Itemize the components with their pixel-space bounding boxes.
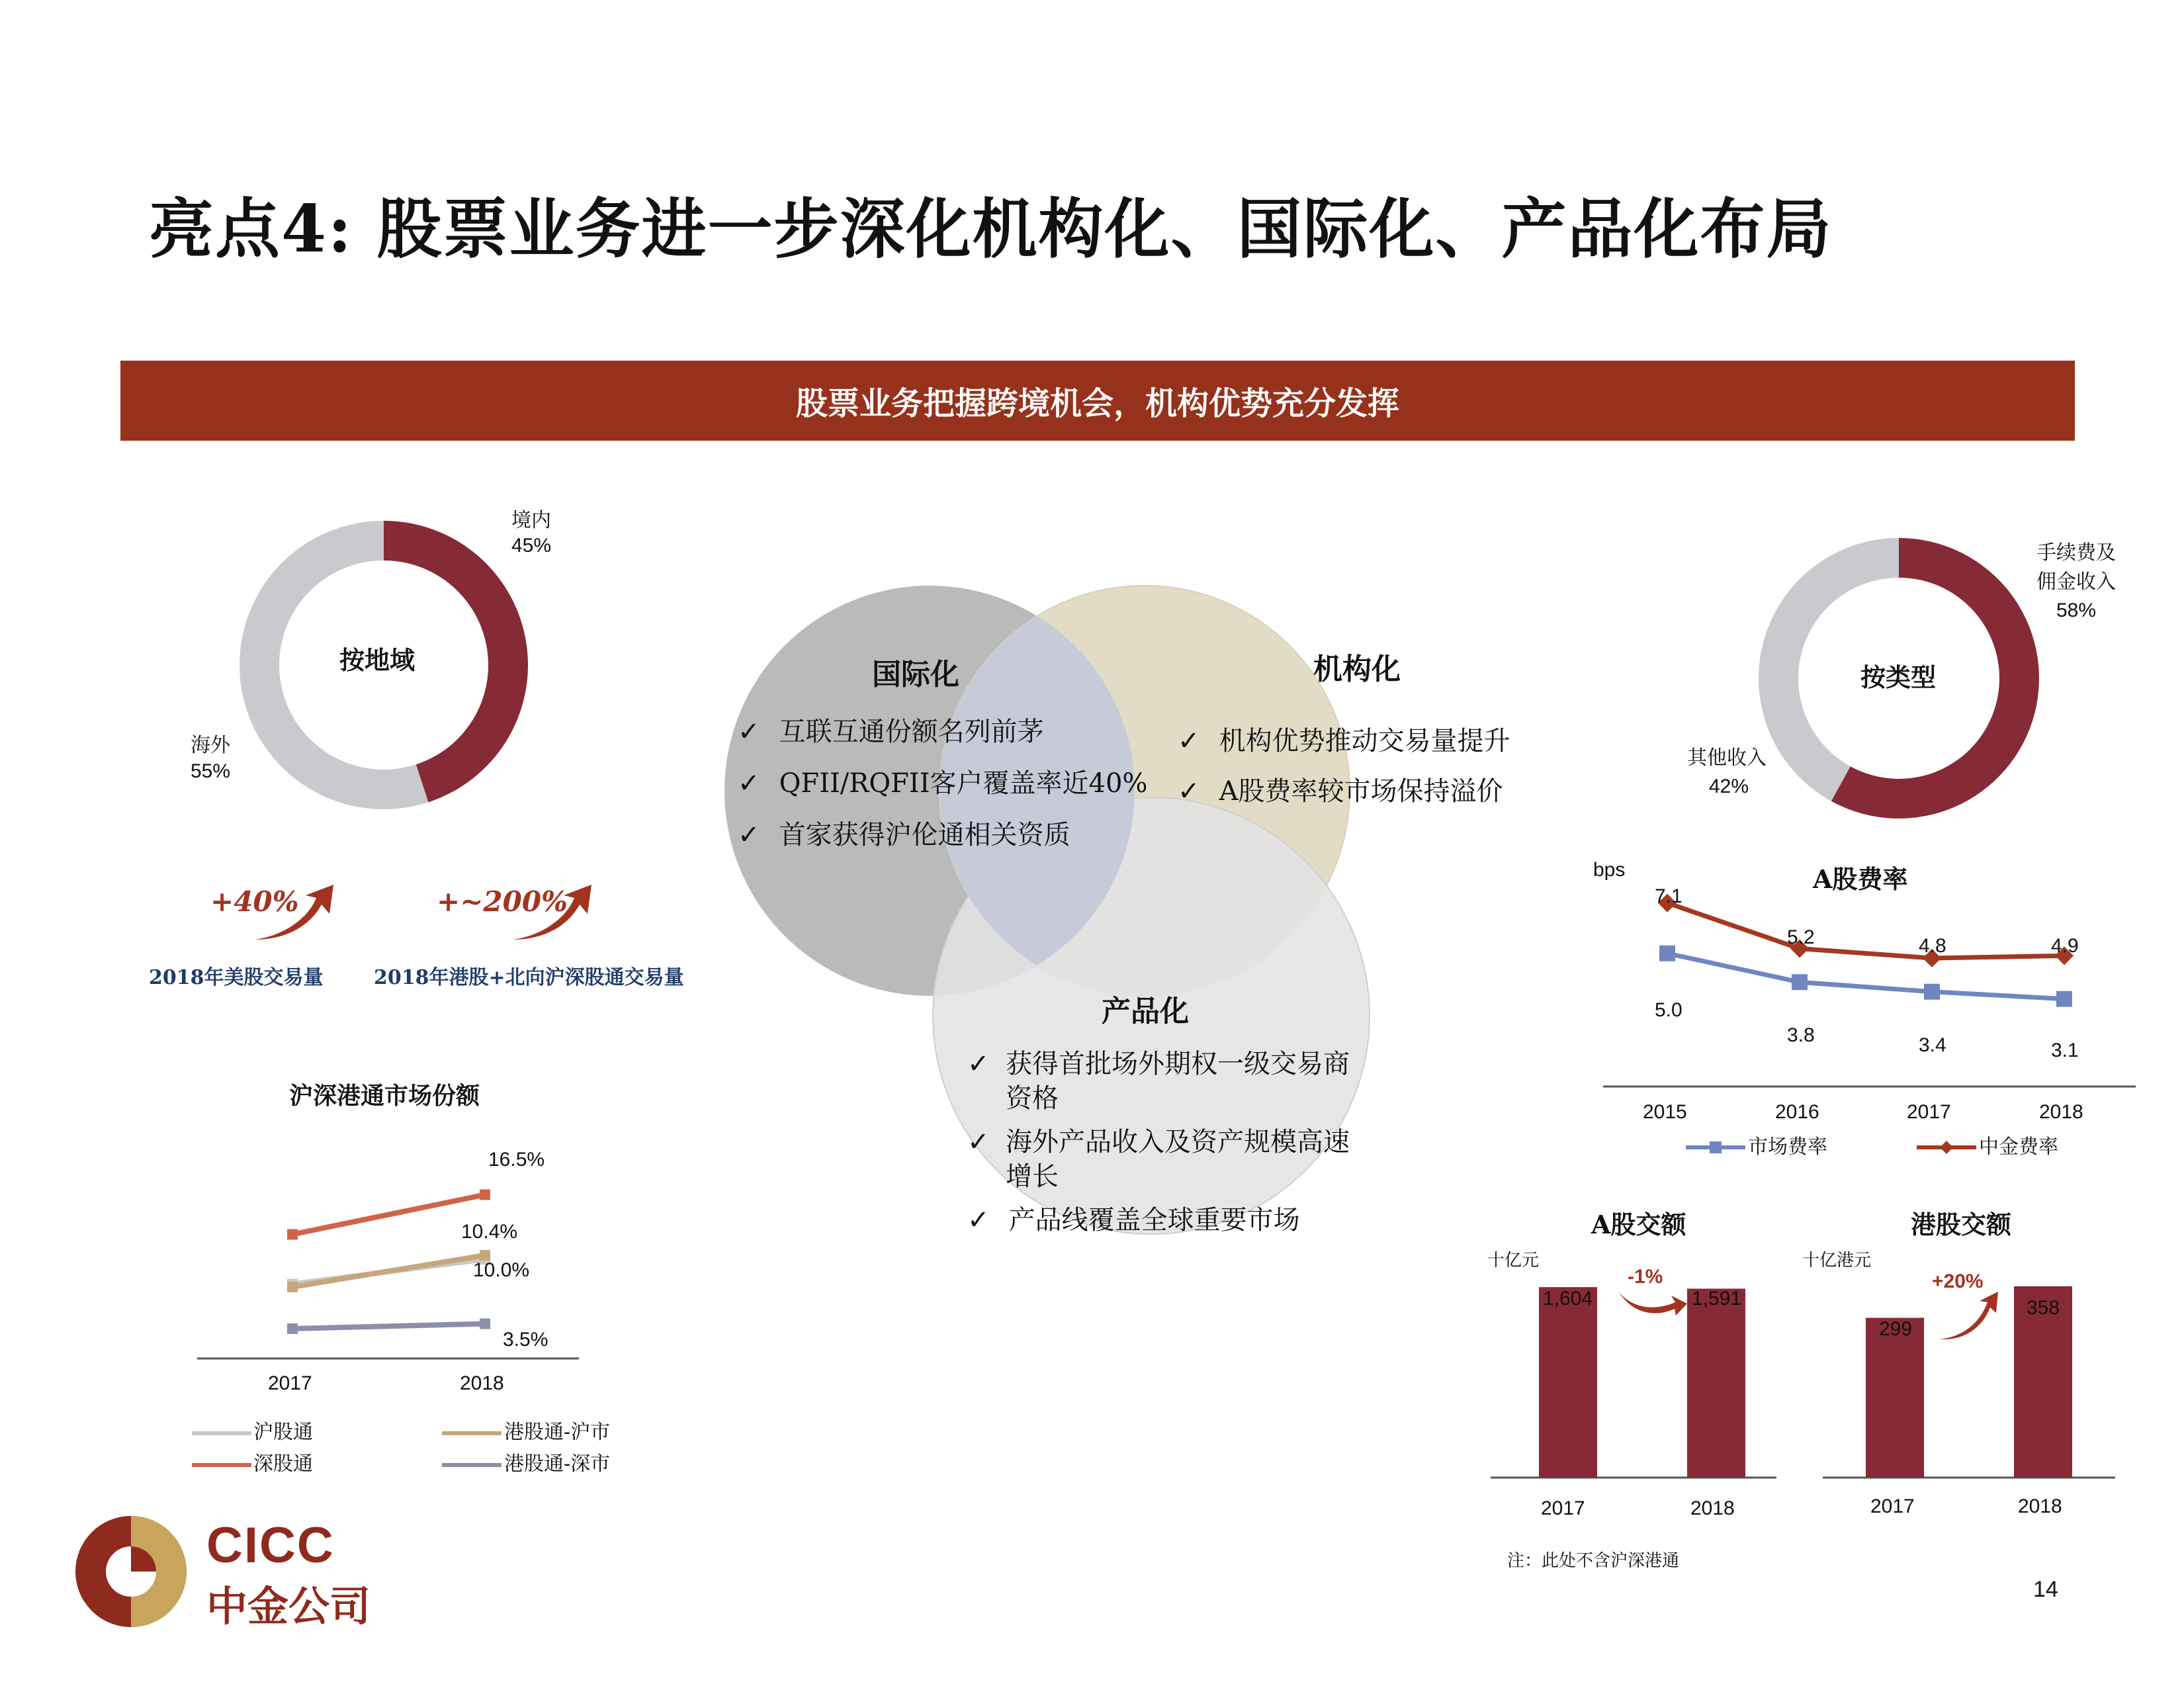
legend-swatch-shanghai (192, 1431, 251, 1435)
us-volume-caption: 2018年美股交易量 (149, 966, 324, 989)
fee-market-2017: 3.4 (1919, 1034, 1946, 1056)
check-icon: ✓ (738, 769, 760, 798)
legend-swatch-hk-sz (442, 1463, 502, 1467)
legend-market: 市场费率 (1748, 1135, 1827, 1159)
a-share-2018-label: 1,591 (1692, 1288, 1742, 1310)
connect-line-3 (292, 1195, 485, 1235)
venn-inst-item-1 (1178, 724, 1510, 758)
hk-title: 港股交额 (1911, 1210, 2012, 1239)
fee-x-2016: 2016 (1775, 1101, 1819, 1123)
venn-prod-item-1 (967, 1047, 1351, 1116)
connect-x-2018: 2018 (460, 1372, 504, 1394)
section-banner (120, 361, 2075, 441)
fee-line-2 (1667, 903, 2064, 958)
cicc-logo-icon (73, 1512, 192, 1631)
connect-line-4 (292, 1324, 485, 1329)
a-share-x-2018: 2018 (1690, 1497, 1735, 1519)
fee-x-2017: 2017 (1907, 1101, 1951, 1123)
fee-cicc-2017: 4.8 (1919, 935, 1946, 957)
check-icon: ✓ (967, 1128, 990, 1157)
connect-x-2017: 2017 (268, 1372, 312, 1394)
a-share-title: A股交额 (1591, 1210, 1686, 1239)
venn-inst-title: 机构化 (1313, 652, 1401, 686)
a-share-2017-label: 1,604 (1543, 1288, 1593, 1310)
check-icon: ✓ (1178, 777, 1200, 806)
venn-intl-item-2-text: QFII/RQFII客户覆盖率近40% (779, 768, 1148, 799)
venn-prod-item-1-text: 获得首批场外期权一级交易商资格 (1006, 1049, 1350, 1114)
region-donut-center-label: 按地域 (339, 645, 415, 675)
legend-swatch-market (1686, 1139, 1745, 1155)
fee-market-2015: 5.0 (1655, 999, 1682, 1021)
fee-point-market-2 (1792, 974, 1808, 990)
hk-volume-caption: 2018年港股+北向沪深股通交易量 (374, 966, 684, 989)
hk-x-2017: 2017 (1870, 1495, 1915, 1517)
hk-bar-1 (1866, 1318, 1924, 1478)
venn-prod-item-3 (967, 1203, 1300, 1237)
legend-hk-sz: 港股通-深市 (504, 1452, 611, 1476)
venn-intl-item-2 (738, 766, 1147, 801)
fee-x-2015: 2015 (1643, 1101, 1687, 1123)
fee-cicc-2018: 4.9 (2051, 935, 2079, 957)
domestic-label: 境内 (511, 509, 551, 532)
venn-prod-title: 产品化 (1102, 995, 1189, 1028)
connect-label-hk-sh: 10.4% (461, 1221, 518, 1243)
venn-prod-item-2-text: 海外产品收入及资产规模高速增长 (1006, 1127, 1350, 1192)
fee-market-2018: 3.1 (2051, 1040, 2079, 1061)
fee-chart-title: A股费率 (1813, 864, 1908, 894)
venn-intl-item-1 (738, 715, 1044, 749)
venn-intl-item-3 (738, 818, 1070, 852)
fee-unit-label: bps (1593, 859, 1626, 881)
hk-x-2018: 2018 (2018, 1495, 2062, 1517)
page-number: 14 (2033, 1577, 2058, 1602)
other-label: 其他收入 (1687, 746, 1767, 770)
connect-point-2-1 (287, 1282, 298, 1292)
logo-text-en: CICC (206, 1517, 335, 1574)
check-icon: ✓ (967, 1206, 990, 1235)
check-icon: ✓ (738, 821, 760, 850)
connect-chart-title: 沪深港通市场份额 (289, 1082, 480, 1110)
us-volume-growth: +40% (210, 885, 299, 918)
other-pct: 42% (1709, 776, 1749, 797)
fee-cicc-2016: 5.2 (1787, 926, 1815, 948)
a-share-bar-2 (1687, 1289, 1745, 1478)
page-title: 亮点4: 股票业务进一步深化机构化、国际化、产品化布局 (149, 191, 1833, 267)
hk-2018-label: 358 (2027, 1297, 2060, 1319)
banner-text: 股票业务把握跨境机会，机构优势充分发挥 (795, 385, 1399, 422)
hk-2017-label: 299 (1879, 1318, 1913, 1340)
footnote: 注：此处不含沪深港通 (1507, 1551, 1680, 1571)
connect-point-4-2 (480, 1319, 490, 1329)
venn-intl-title: 国际化 (872, 658, 959, 691)
fee-rate-chart (1601, 893, 2144, 1112)
legend-shenzhen: 深股通 (253, 1452, 313, 1476)
overseas-label: 海外 (191, 734, 230, 757)
connect-point-4-1 (287, 1323, 298, 1334)
hk-volume-growth: +~200% (437, 885, 568, 918)
a-share-change: -1% (1628, 1266, 1663, 1288)
logo-text-cn: 中金公司 (206, 1584, 371, 1630)
check-icon: ✓ (1178, 727, 1200, 756)
venn-inst-item-2-text: A股费率较市场保持溢价 (1219, 776, 1503, 807)
legend-cicc: 中金费率 (1979, 1135, 2058, 1159)
connect-label-hk-sz: 3.5% (503, 1329, 548, 1351)
a-share-bar-1 (1539, 1287, 1597, 1478)
connect-label-shenzhen: 16.5% (488, 1149, 545, 1171)
hk-change: +20% (1932, 1270, 1984, 1292)
check-icon: ✓ (738, 717, 760, 746)
check-icon: ✓ (967, 1049, 990, 1079)
legend-swatch-shenzhen (192, 1463, 251, 1467)
legend-shanghai: 沪股通 (253, 1421, 313, 1444)
legend-hk-sh: 港股通-沪市 (504, 1421, 611, 1444)
fee-x-2018: 2018 (2039, 1101, 2083, 1123)
a-share-x-2017: 2017 (1541, 1497, 1585, 1519)
fee-point-market-3 (1924, 984, 1940, 1000)
fee-market-2016: 3.8 (1787, 1024, 1815, 1046)
domestic-pct: 45% (511, 535, 552, 556)
fee-point-market-1 (1659, 946, 1675, 961)
fee-line-1 (1667, 954, 2064, 999)
overseas-pct: 55% (191, 760, 231, 782)
hk-unit: 十亿港元 (1802, 1251, 1872, 1270)
connect-share-chart (192, 1138, 602, 1416)
venn-prod-item-2 (967, 1125, 1351, 1194)
connect-line-2 (292, 1255, 485, 1287)
venn-prod-item-3-text: 产品线覆盖全球重要市场 (1008, 1205, 1300, 1235)
fee-point-market-4 (2056, 991, 2072, 1007)
fee-label-line2: 佣金收入 (2036, 570, 2116, 594)
venn-intl-item-1-text: 互联互通份额名列前茅 (779, 717, 1044, 747)
fee-cicc-2015: 7.1 (1655, 885, 1682, 907)
venn-inst-item-2 (1178, 774, 1503, 809)
a-share-unit: 十亿元 (1487, 1251, 1540, 1270)
connect-point-3-2 (480, 1190, 490, 1200)
venn-intl-item-3-text: 首家获得沪伦通相关资质 (779, 820, 1070, 850)
legend-swatch-hk-sh (442, 1431, 502, 1435)
fee-pct: 58% (2056, 600, 2097, 621)
type-donut-center-label: 按类型 (1860, 662, 1937, 692)
connect-point-3-1 (287, 1229, 298, 1240)
decline-arrow-icon (1619, 1292, 1687, 1315)
venn-inst-item-1-text: 机构优势推动交易量提升 (1219, 726, 1510, 756)
fee-label-line1: 手续费及 (2036, 541, 2116, 564)
connect-label-shanghai: 10.0% (473, 1259, 530, 1281)
growth-arrow-icon (1940, 1292, 1998, 1339)
legend-swatch-cicc (1917, 1139, 1976, 1155)
